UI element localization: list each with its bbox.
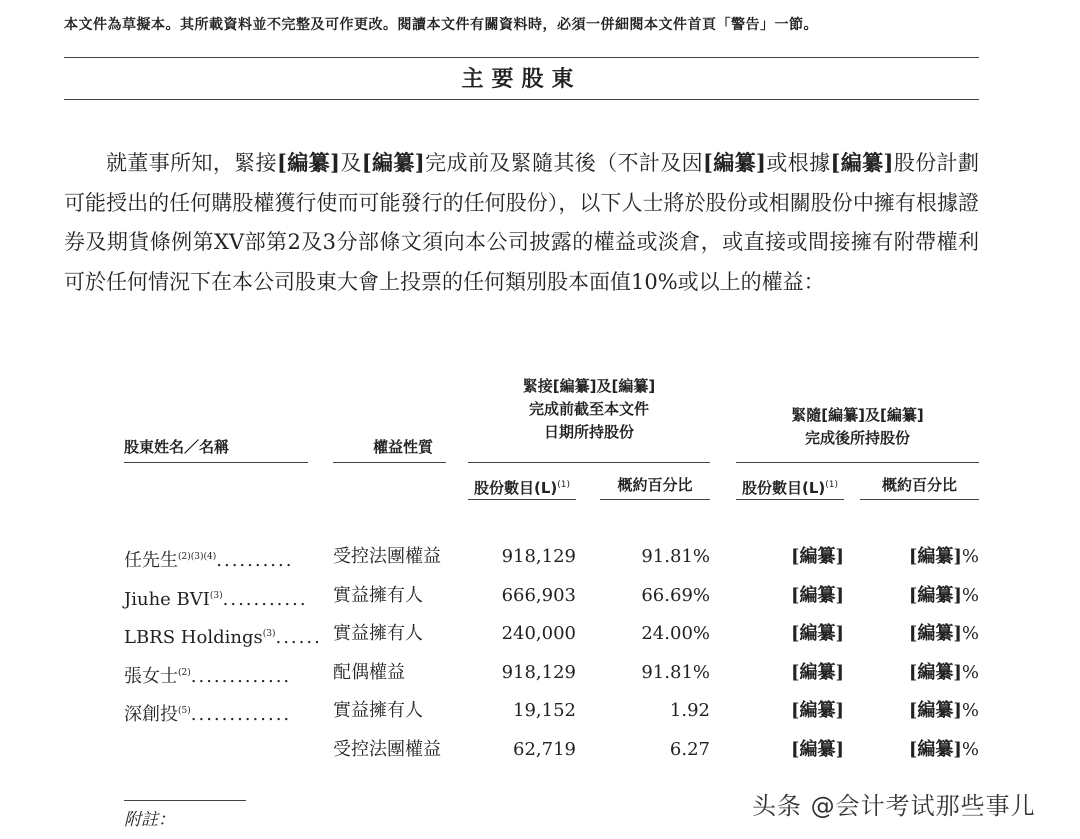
shares-after: [編纂]: [790, 661, 844, 683]
nature-of-interest: 實益擁有人: [333, 700, 423, 722]
pct-before: 6.27: [669, 739, 710, 760]
subheader-rule-pct-before: [600, 499, 710, 500]
footnote-rule: [124, 800, 246, 801]
table-row: [0, 543, 1080, 571]
header-before-group: 緊接[編纂]及[編纂] 完成前截至本文件 日期所持股份: [522, 377, 656, 441]
shares-before: 666,903: [501, 584, 576, 606]
shareholder-name: LBRS Holdings$^{(3)}$......: [124, 627, 322, 649]
subheader-rule-shares-after: [736, 499, 844, 500]
nature-of-interest: 實益擁有人: [333, 623, 423, 645]
table-row: [0, 620, 1080, 648]
header-shareholder-name: 股東姓名／名稱: [124, 438, 230, 456]
pct-after: [編纂]%: [908, 623, 979, 645]
shareholder-name: 張女士$^{(2)}$.............: [124, 665, 292, 687]
pct-after: [編纂]%: [908, 700, 979, 722]
footnote-label: 附註：: [124, 810, 175, 830]
shares-before: 19,152: [513, 700, 576, 722]
pct-after: [編纂]%: [908, 584, 979, 606]
header-pct-after: 概約百分比: [881, 476, 957, 494]
pct-before: 1.92: [669, 700, 710, 722]
shares-before: 918,129: [501, 546, 576, 567]
header-rule-before: [468, 462, 710, 463]
header-rule-name: [124, 462, 308, 463]
draft-disclaimer: 本文件為草擬本。其所載資料並不完整及可作更改。閱讀本文件有關資料時，必須一併細閱本文件首頁「警告」一節。: [64, 17, 818, 33]
header-rule-after: [736, 462, 979, 463]
intro-paragraph: 就董事所知，緊接[編纂]及[編纂]完成前及緊隨其後（不計及因[編纂]或根據[編纂]股份計劃可能授出的任何購股權獲行使而可能發行的任何股份），以下人士將於股份或相關股份中擁有根據證券及期貨條例第XV部第2及3分部條文須向本公司披露的權益或淡倉，或直接或間接擁有附帶權利可於任何情況下在本公司股東大會上投票的任何類別股本面值10%或以上的權益：: [64, 150, 979, 294]
pct-after: [編纂]%: [908, 739, 979, 760]
nature-of-interest: 配偶權益: [333, 661, 405, 683]
pct-before: 66.69%: [641, 584, 710, 606]
header-shares-after: 股份數目$(L)^{(1)}$: [741, 479, 839, 497]
shares-after: [編纂]: [790, 700, 844, 722]
nature-of-interest: 受控法團權益: [333, 739, 441, 760]
shareholder-name: Jiuhe BVI$^{(3)}$...........: [124, 588, 308, 610]
pct-before: 24.00%: [641, 623, 710, 645]
shares-after: [編纂]: [790, 623, 844, 645]
shares-before: 62,719: [513, 739, 576, 760]
shareholder-name: 任先生$^{(2)(3)(4)}$..........: [124, 550, 294, 571]
header-nature-of-interest: 權益性質: [372, 438, 433, 456]
section-title: 主要股東: [461, 67, 582, 92]
header-after-group: 緊隨[編纂]及[編纂] 完成後所持股份: [791, 406, 924, 447]
header-rule-nature: [333, 462, 446, 463]
table-row: [0, 736, 1080, 764]
subheader-rule-shares-before: [468, 499, 576, 500]
pct-before: 91.81%: [641, 661, 710, 683]
table-row: [0, 582, 1080, 610]
shares-after: [編纂]: [790, 546, 844, 567]
header-pct-before: 概約百分比: [617, 476, 693, 494]
pct-after: [編纂]%: [908, 546, 979, 567]
pct-before: 91.81%: [641, 546, 710, 567]
watermark: 头条 @会计考试那些事儿: [752, 792, 1036, 820]
shares-before: 240,000: [501, 623, 576, 645]
shares-after: [編纂]: [790, 584, 844, 606]
title-rule-top: [64, 57, 979, 58]
shares-before: 918,129: [501, 661, 576, 683]
title-rule-bottom: [64, 99, 979, 100]
pct-after: [編纂]%: [908, 661, 979, 683]
table-row: [0, 659, 1080, 687]
table-row: [0, 697, 1080, 725]
shares-after: [編纂]: [790, 739, 844, 760]
shareholder-name: 深創投$^{(5)}$.............: [124, 704, 292, 726]
nature-of-interest: 實益擁有人: [333, 584, 423, 606]
subheader-rule-pct-after: [860, 499, 979, 500]
nature-of-interest: 受控法團權益: [333, 546, 441, 567]
header-shares-before: 股份數目$(L)^{(1)}$: [473, 479, 571, 497]
